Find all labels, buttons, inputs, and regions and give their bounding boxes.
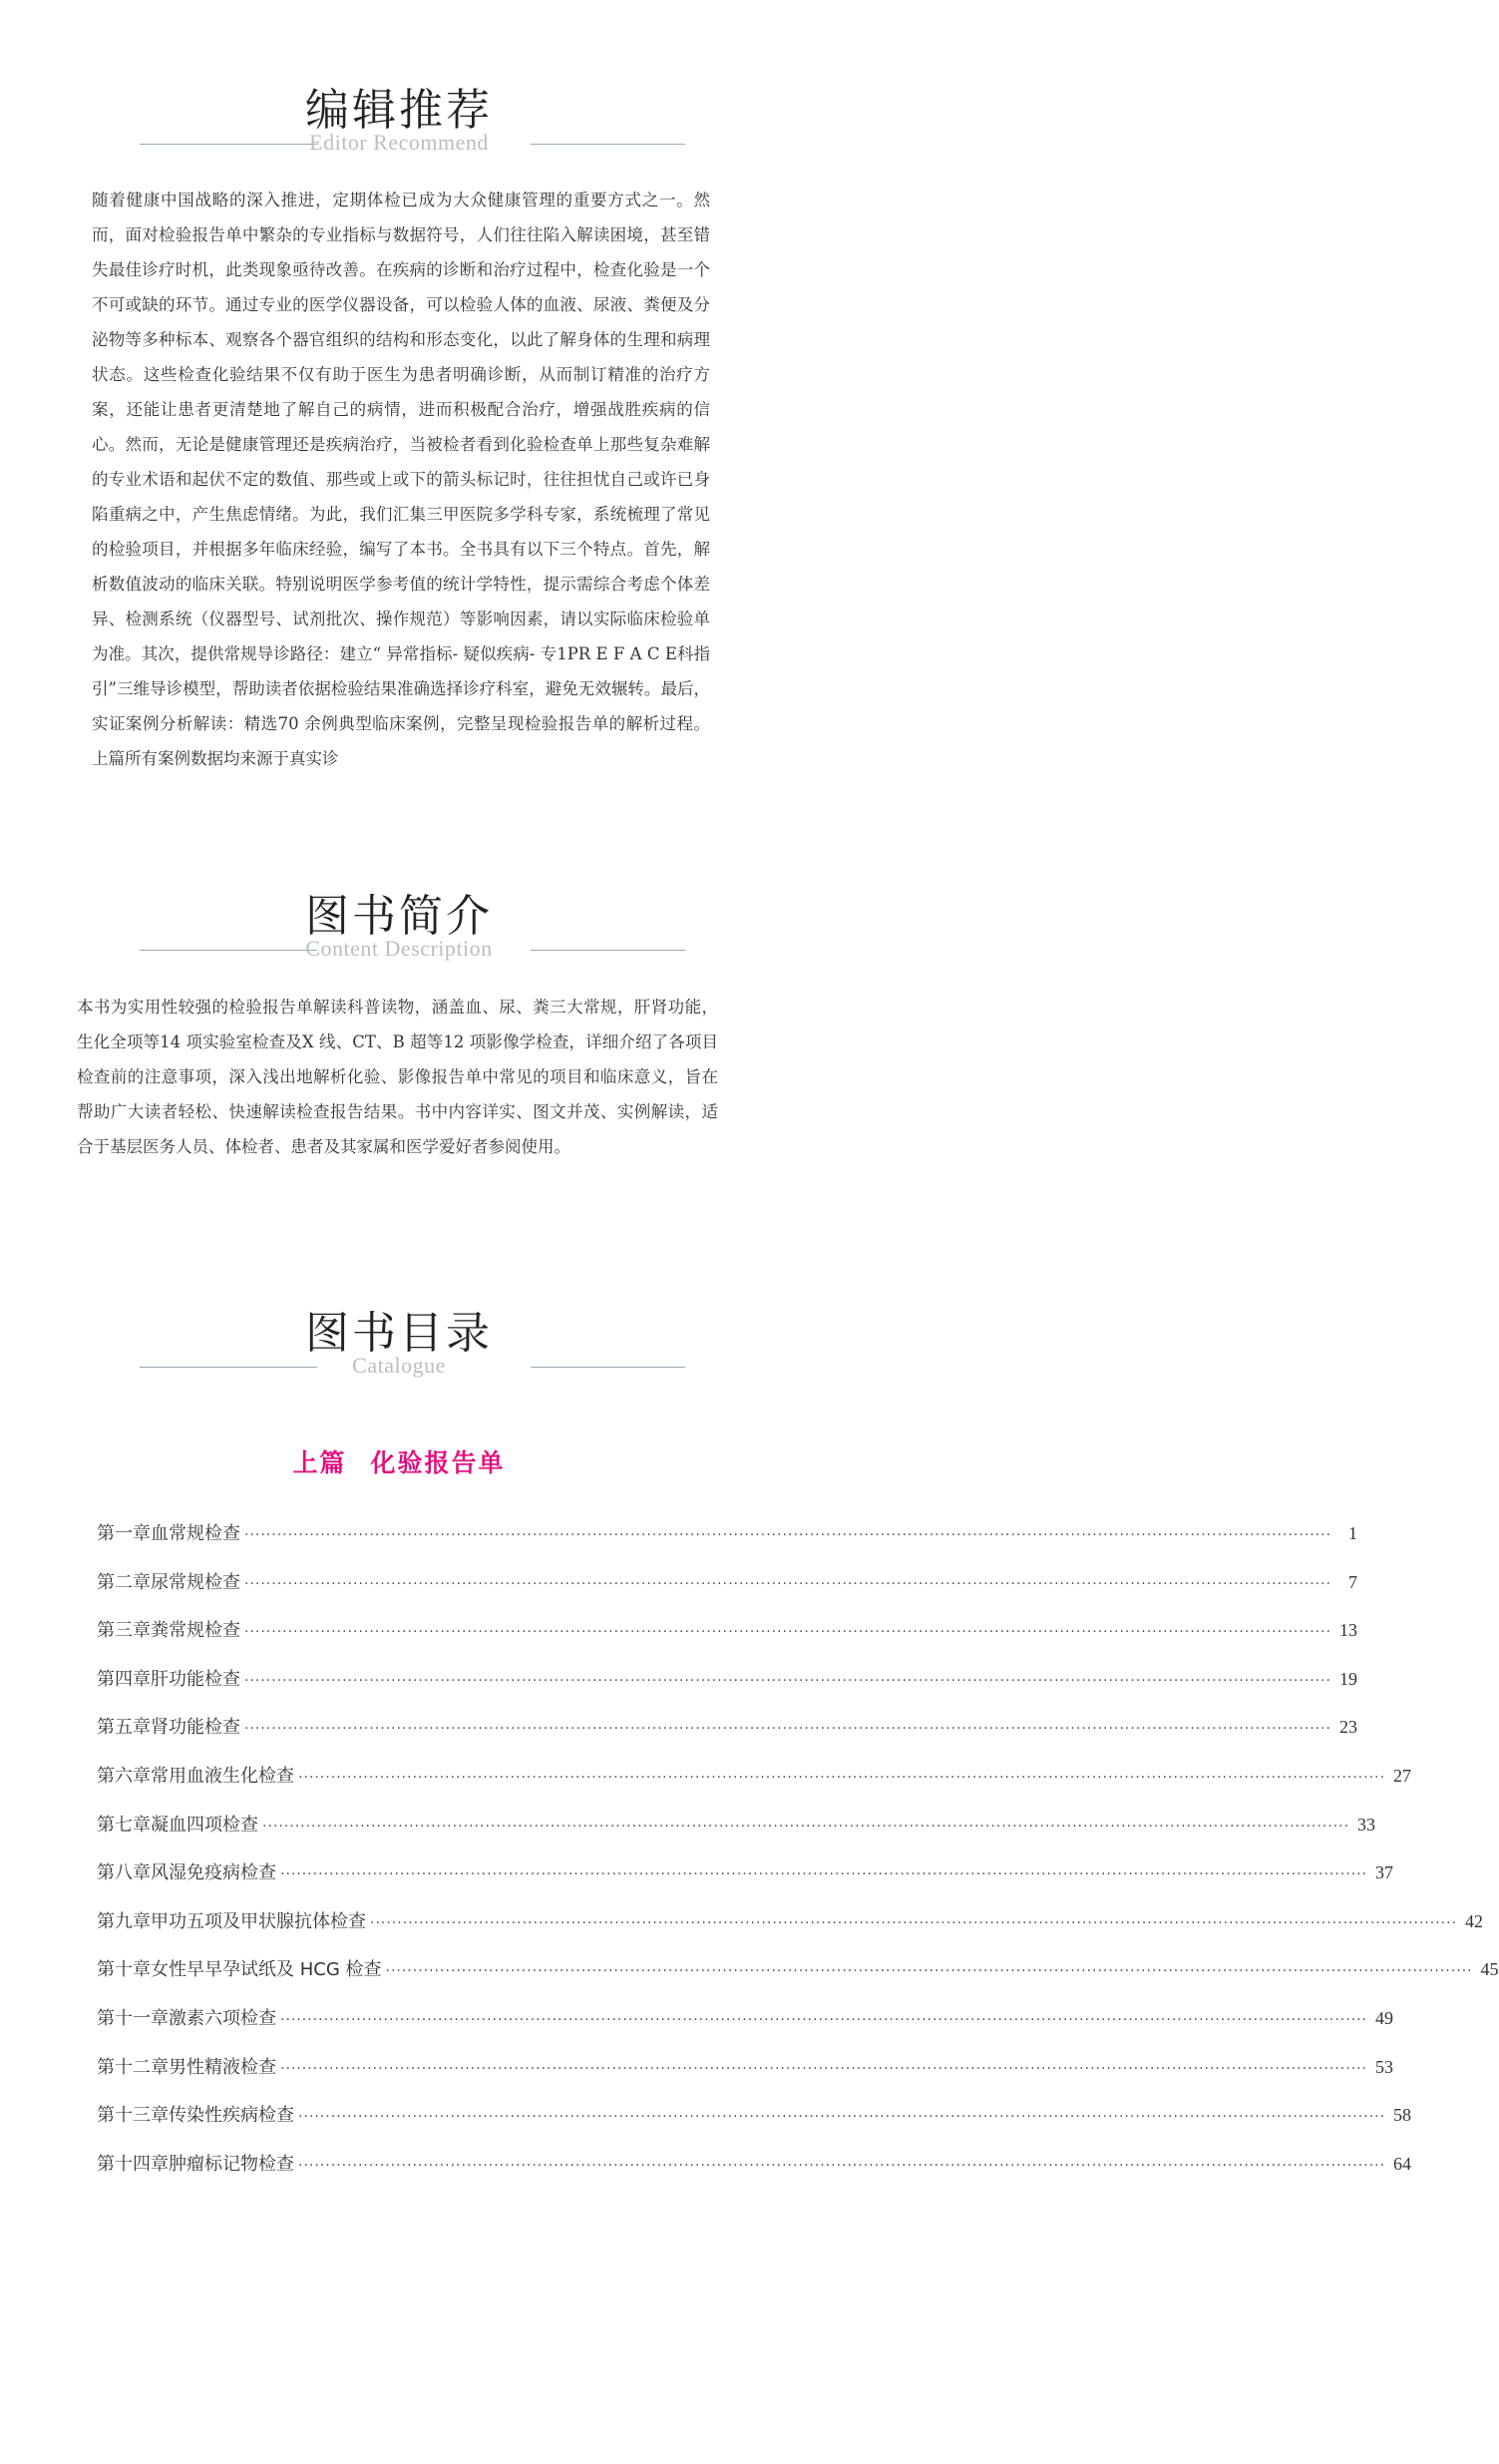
catalogue-header	[0, 1297, 798, 1397]
toc-chapter-number: 第八章	[97, 1862, 151, 1884]
toc-entry	[97, 1713, 1358, 1762]
toc-chapter-number: 第十章	[97, 1959, 151, 1981]
toc-chapter-title: 女性早早孕试纸及 HCG 检查	[151, 1959, 382, 1981]
toc-page-number: 13	[1339, 1620, 1358, 1641]
toc-entry	[97, 1665, 1358, 1714]
toc-entry	[97, 1568, 1358, 1617]
toc-leader-dots: ········································································································································································································	[280, 2011, 1368, 2028]
toc-entry	[97, 1811, 1376, 1859]
toc-chapter-title: 肿瘤标记物检查	[169, 2153, 294, 2175]
toc-leader-dots: ········································································································································································································	[244, 1721, 1332, 1738]
toc-chapter-title: 血常规检查	[151, 1523, 240, 1544]
toc-entry	[97, 1616, 1358, 1665]
toc-chapter-title: 传染性疾病检查	[169, 2105, 294, 2127]
part-heading	[0, 1443, 798, 1479]
table-of-contents	[97, 1519, 1499, 2198]
toc-page-number: 64	[1393, 2153, 1412, 2174]
toc-entry	[97, 1762, 1412, 1811]
toc-page-number: 53	[1375, 2056, 1394, 2077]
toc-entry	[97, 2053, 1394, 2102]
content-description-header	[0, 880, 798, 980]
content-description-text: 本书为实用性较强的检验报告单解读科普读物，涵盖血、尿、粪三大常规，肝肾功能，生化全项等14 项实验室检查及X 线、CT、B 超等12 项影像学检查，详细介绍了各项目检查前的注意事项，深入浅出地解析化验、影像报告单中常见的项目和临床意义，旨在帮助广大读者轻松、快速解读检查报告结果。书中内容详实、图文并茂、实例解读，适合于基层医务人员、体检者、患者及其家属和医学爱好者参阅使用。	[77, 998, 718, 1156]
toc-entry	[97, 2101, 1412, 2150]
editor-recommend-header	[0, 74, 798, 174]
catalogue-subtitle: Catalogue	[352, 1353, 446, 1378]
toc-chapter-number: 第十三章	[97, 2105, 169, 2127]
divider-line	[531, 1367, 685, 1368]
part-name: 化验报告单	[370, 1448, 506, 1477]
toc-entry	[97, 1519, 1358, 1568]
divider-line	[531, 950, 685, 951]
toc-leader-dots: ········································································································································································································	[385, 1963, 1473, 1980]
toc-chapter-number: 第一章	[97, 1523, 151, 1544]
toc-leader-dots: ········································································································································································································	[280, 1866, 1368, 1883]
toc-chapter-title: 尿常规检查	[151, 1571, 240, 1593]
toc-leader-dots: ········································································································································································································	[370, 1914, 1458, 1931]
toc-chapter-title: 常用血液生化检查	[151, 1765, 294, 1787]
toc-chapter-number: 第九章	[97, 1910, 151, 1932]
toc-leader-dots: ········································································································································································································	[244, 1672, 1332, 1689]
editor-recommend-title: 编辑推荐	[305, 85, 493, 136]
toc-chapter-number: 第二章	[97, 1571, 151, 1593]
toc-leader-dots: ········································································································································································································	[262, 1818, 1350, 1835]
toc-chapter-title: 男性精液检查	[169, 2056, 276, 2078]
content-description-title: 图书简介	[305, 891, 493, 942]
toc-page-number: 23	[1339, 1717, 1358, 1738]
toc-leader-dots: ········································································································································································································	[244, 1527, 1332, 1543]
toc-page-number: 33	[1357, 1814, 1376, 1835]
toc-leader-dots: ········································································································································································································	[244, 1624, 1332, 1641]
toc-page-number: 19	[1339, 1668, 1358, 1689]
toc-chapter-number: 第四章	[97, 1668, 151, 1690]
toc-chapter-number: 第七章	[97, 1814, 151, 1836]
toc-chapter-number: 第五章	[97, 1717, 151, 1739]
toc-entry	[97, 1907, 1484, 1956]
toc-leader-dots: ········································································································································································································	[280, 2060, 1368, 2077]
toc-chapter-number: 第三章	[97, 1620, 151, 1642]
toc-entry	[97, 2004, 1394, 2053]
toc-leader-dots: ········································································································································································································	[298, 1769, 1386, 1786]
toc-entry	[97, 2150, 1412, 2199]
catalogue-title: 图书目录	[305, 1308, 493, 1359]
toc-leader-dots: ········································································································································································································	[244, 1575, 1332, 1592]
toc-page-number: 58	[1393, 2105, 1412, 2126]
toc-leader-dots: ········································································································································································································	[298, 2157, 1386, 2174]
toc-chapter-title: 甲功五项及甲状腺抗体检查	[151, 1910, 366, 1932]
toc-entry	[97, 1955, 1499, 2004]
editor-recommend-text: 随着健康中国战略的深入推进，定期体检已成为大众健康管理的重要方式之一。然而，面对检验报告单中繁杂的专业指标与数据符号，人们往往陷入解读困境，甚至错失最佳诊疗时机，此类现象亟待改善。在疾病的诊断和治疗过程中，检查化验是一个不可或缺的环节。通过专业的医学仪器设备，可以检验人体的血液、尿液、粪便及分泌物等多种标本、观察各个器官组织的结构和形态变化，以此了解身体的生理和病理状态。这些检查化验结果不仅有助于医生为患者明确诊断，从而制订精准的治疗方案，还能让患者更清楚地了解自己的病情，进而积极配合治疗，增强战胜疾病的信心。然而，无论是健康管理还是疾病治疗，当被检者看到化验检查单上那些复杂难解的专业术语和起伏不定的数值、那些或上或下的箭头标记时，往往担忧自己或许已身陷重病之中，产生焦虑情绪。为此，我们汇集三甲医院多学科专家，系统梳理了常见的检验项目，并根据多年临床经验，编写了本书。全书具有以下三个特点。首先，解析数值波动的临床关联。特别说明医学参考值的统计学特性，提示需综合考虑个体差异、检测系统（仪器型号、试剂批次、操作规范）等影响因素，请以实际临床检验单为准。其次，提供常规导诊路径：建立“ 异常指标- 疑似疾病- 专1PR E F A C E科指引”三维导诊模型，帮助读者依据检验结果准确选择诊疗科室，避免无效辗转。最后，实证案例分析解读：精选70 余例典型临床案例，完整呈现检验报告单的解析过程。上篇所有案例数据均来源于真实诊	[92, 191, 710, 768]
toc-chapter-title: 凝血四项检查	[151, 1814, 258, 1836]
toc-page-number: 45	[1480, 1959, 1499, 1980]
toc-chapter-number: 第十一章	[97, 2007, 169, 2029]
toc-page-number: 49	[1375, 2007, 1394, 2028]
toc-chapter-number: 第十四章	[97, 2153, 169, 2175]
toc-leader-dots: ········································································································································································································	[298, 2109, 1386, 2126]
toc-page-number: 37	[1375, 1862, 1394, 1883]
content-description-subtitle: Content Description	[305, 936, 493, 961]
toc-chapter-title: 风湿免疫病检查	[151, 1862, 276, 1884]
toc-chapter-number: 第十二章	[97, 2056, 169, 2078]
toc-chapter-number: 第六章	[97, 1765, 151, 1787]
toc-chapter-title: 肝功能检查	[151, 1668, 240, 1690]
toc-page-number: 1	[1348, 1523, 1358, 1543]
part-label: 上篇	[292, 1448, 347, 1477]
toc-page-number: 27	[1393, 1765, 1412, 1786]
toc-entry	[97, 1858, 1394, 1907]
toc-chapter-title: 粪常规检查	[151, 1620, 240, 1642]
toc-chapter-title: 肾功能检查	[151, 1717, 240, 1739]
toc-chapter-title: 激素六项检查	[169, 2007, 276, 2029]
toc-page-number: 42	[1465, 1910, 1484, 1931]
toc-page-number: 7	[1348, 1571, 1358, 1592]
divider-line	[531, 144, 685, 145]
editor-recommend-subtitle: Editor Recommend	[309, 130, 489, 155]
